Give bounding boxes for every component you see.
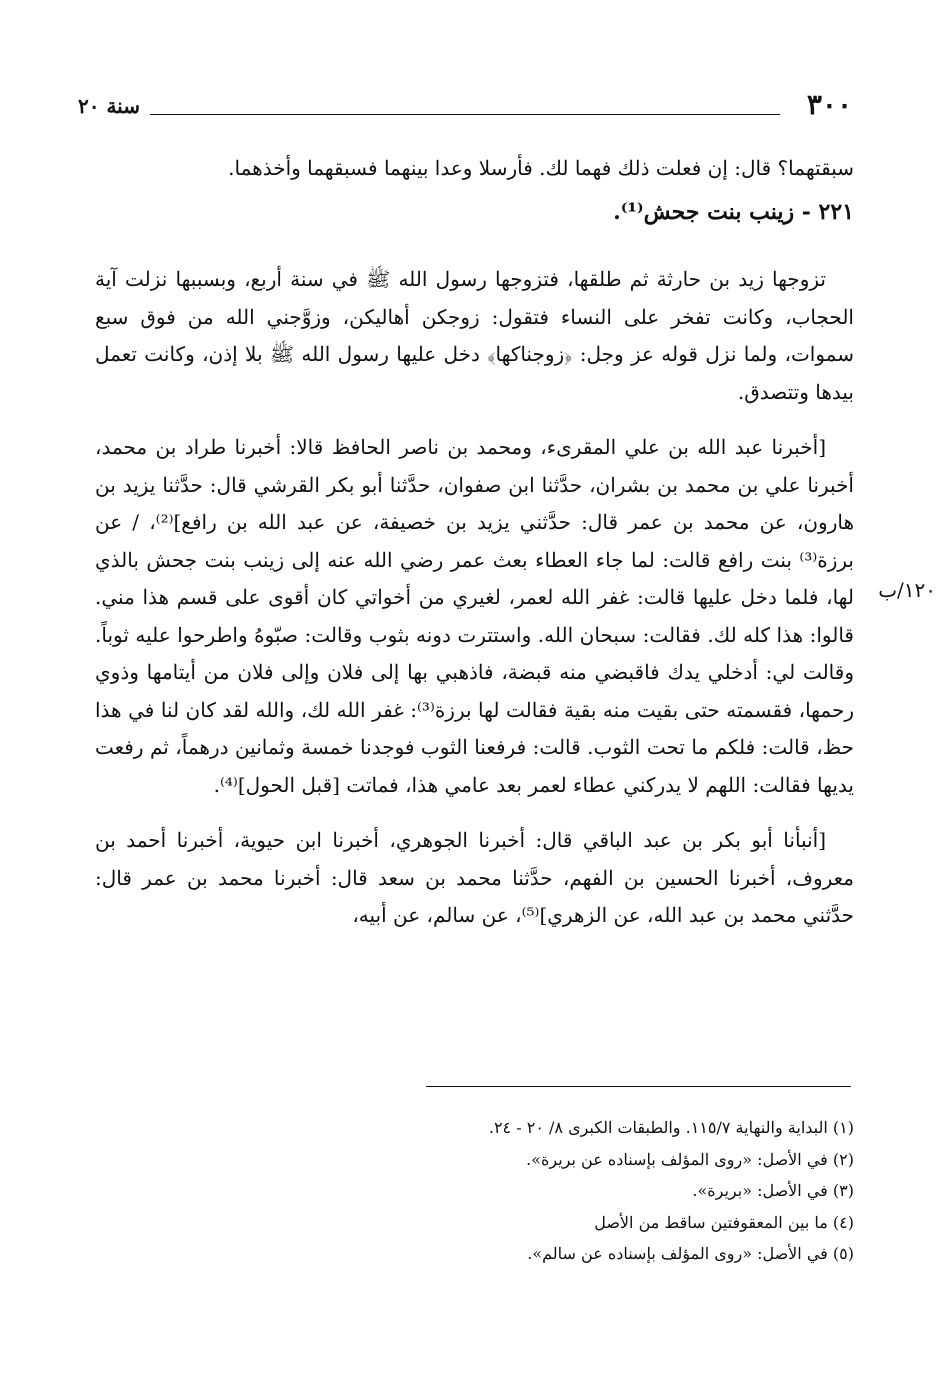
footnote-4: (٤) ما بين المعقوفتين ساقط من الأصل xyxy=(594,1212,854,1232)
page-number: ٣٠٠ xyxy=(806,88,852,121)
page-header xyxy=(78,88,852,128)
opening-line: سبقتهما؟ قال: إن فعلت ذلك فهما لك. فأرسلا وعدا بينهما فسبقهما وأخذهما. xyxy=(228,156,854,180)
footnote-3: (٣) في الأصل: «بريرة». xyxy=(692,1181,854,1200)
paragraph-narration-2: [أنبأنا أبو بكر بن عبد الباقي قال: أخبرنا الجوهري، أخبرنا ابن حيوية، أخبرنا أحمد بن معروف، أخبرنا الحسين بن الفهم، حدَّثنا محمد بن سعد قال: أخبرنا محمد بن عمر قال: حدَّثني محمد بن عبد الله، عن الزهري]⁽⁵⁾، عن سالم، عن أبيه، xyxy=(95,828,854,927)
year-label: سنة ٢٠ xyxy=(78,94,140,118)
footnote-rule xyxy=(426,1086,851,1087)
paragraph-narration-1: [أخبرنا عبد الله بن علي المقرىء، ومحمد بن ناصر الحافظ قالا: أخبرنا طراد بن محمد، أخبرنا علي بن محمد بن بشران، حدَّثنا ابن صفوان، حدَّثنا أبو بكر القرشي قال: حدَّثنا يزيد بن هارون، عن محمد بن عمر قال: حدَّثني يزيد بن خصيفة، عن عبد الله بن رافع]⁽²⁾، / عن برزة⁽³⁾ بنت رافع قالت: لما جاء العطاء بعث عمر رضي الله عنه إلى زينب بنت جحش بالذي لها، فلما دخل عليها قالت: غفر الله لعمر، لغيري من أخواتي كان أقوى على قسم هذا مني. قالوا: هذا كله لك. فقالت: سبحان الله. واستترت دونه بثوب وقالت: صبّوهُ واطرحوا عليه ثوباً. وقالت لي: أدخلي يدك فاقبضي منه قبضة، فاذهبي بها إلى فلان وإلى فلان من أيتامها وذوي رحمها، فقسمته حتى بقيت منه بقية فقالت لها برزة⁽³⁾: غفر الله لك، والله لقد كان لنا في هذا حظ، قالت: فلكم ما تحت الثوب. قالت: فرفعنا الثوب فوجدنا خمسة وثمانين درهماً، ثم رفعت يديها فقالت: اللهم لا يدركني عطاء لعمر بعد عامي هذا، فماتت [قبل الحول]⁽⁴⁾. xyxy=(95,435,854,797)
paragraph-biography: تزوجها زيد بن حارثة ثم طلقها، فتزوجها رسول الله ﷺ في سنة أربع، وبسببها نزلت آية الحجاب، وكانت تفخر على النساء فتقول: زوجكن أهاليكن، وزوَّجني الله من فوق سبع سموات، ولما نزل قوله عز وجل: ﴿زوجناكها﴾ دخل عليها رسول الله ﷺ بلا إذن، وكانت تعمل بيدها وتتصدق. xyxy=(95,267,854,404)
footnote-5: (٥) في الأصل: «روى المؤلف بإسناده عن سالم». xyxy=(527,1244,854,1263)
footnote-1: (١) البداية والنهاية ١١٥/٧. والطبقات الكبرى ٨/ ٢٠ - ٢٤. xyxy=(488,1118,854,1137)
entry-heading: ٢٢١ - زينب بنت جحش⁽¹⁾. xyxy=(613,198,854,225)
footnote-2: (٢) في الأصل: «روى المؤلف بإسناده عن بريرة». xyxy=(526,1149,854,1169)
main-text xyxy=(95,150,854,953)
footnotes xyxy=(300,1112,854,1270)
header-rule xyxy=(150,114,780,115)
manuscript-folio-marker: ١٢٠/ب xyxy=(878,578,936,602)
